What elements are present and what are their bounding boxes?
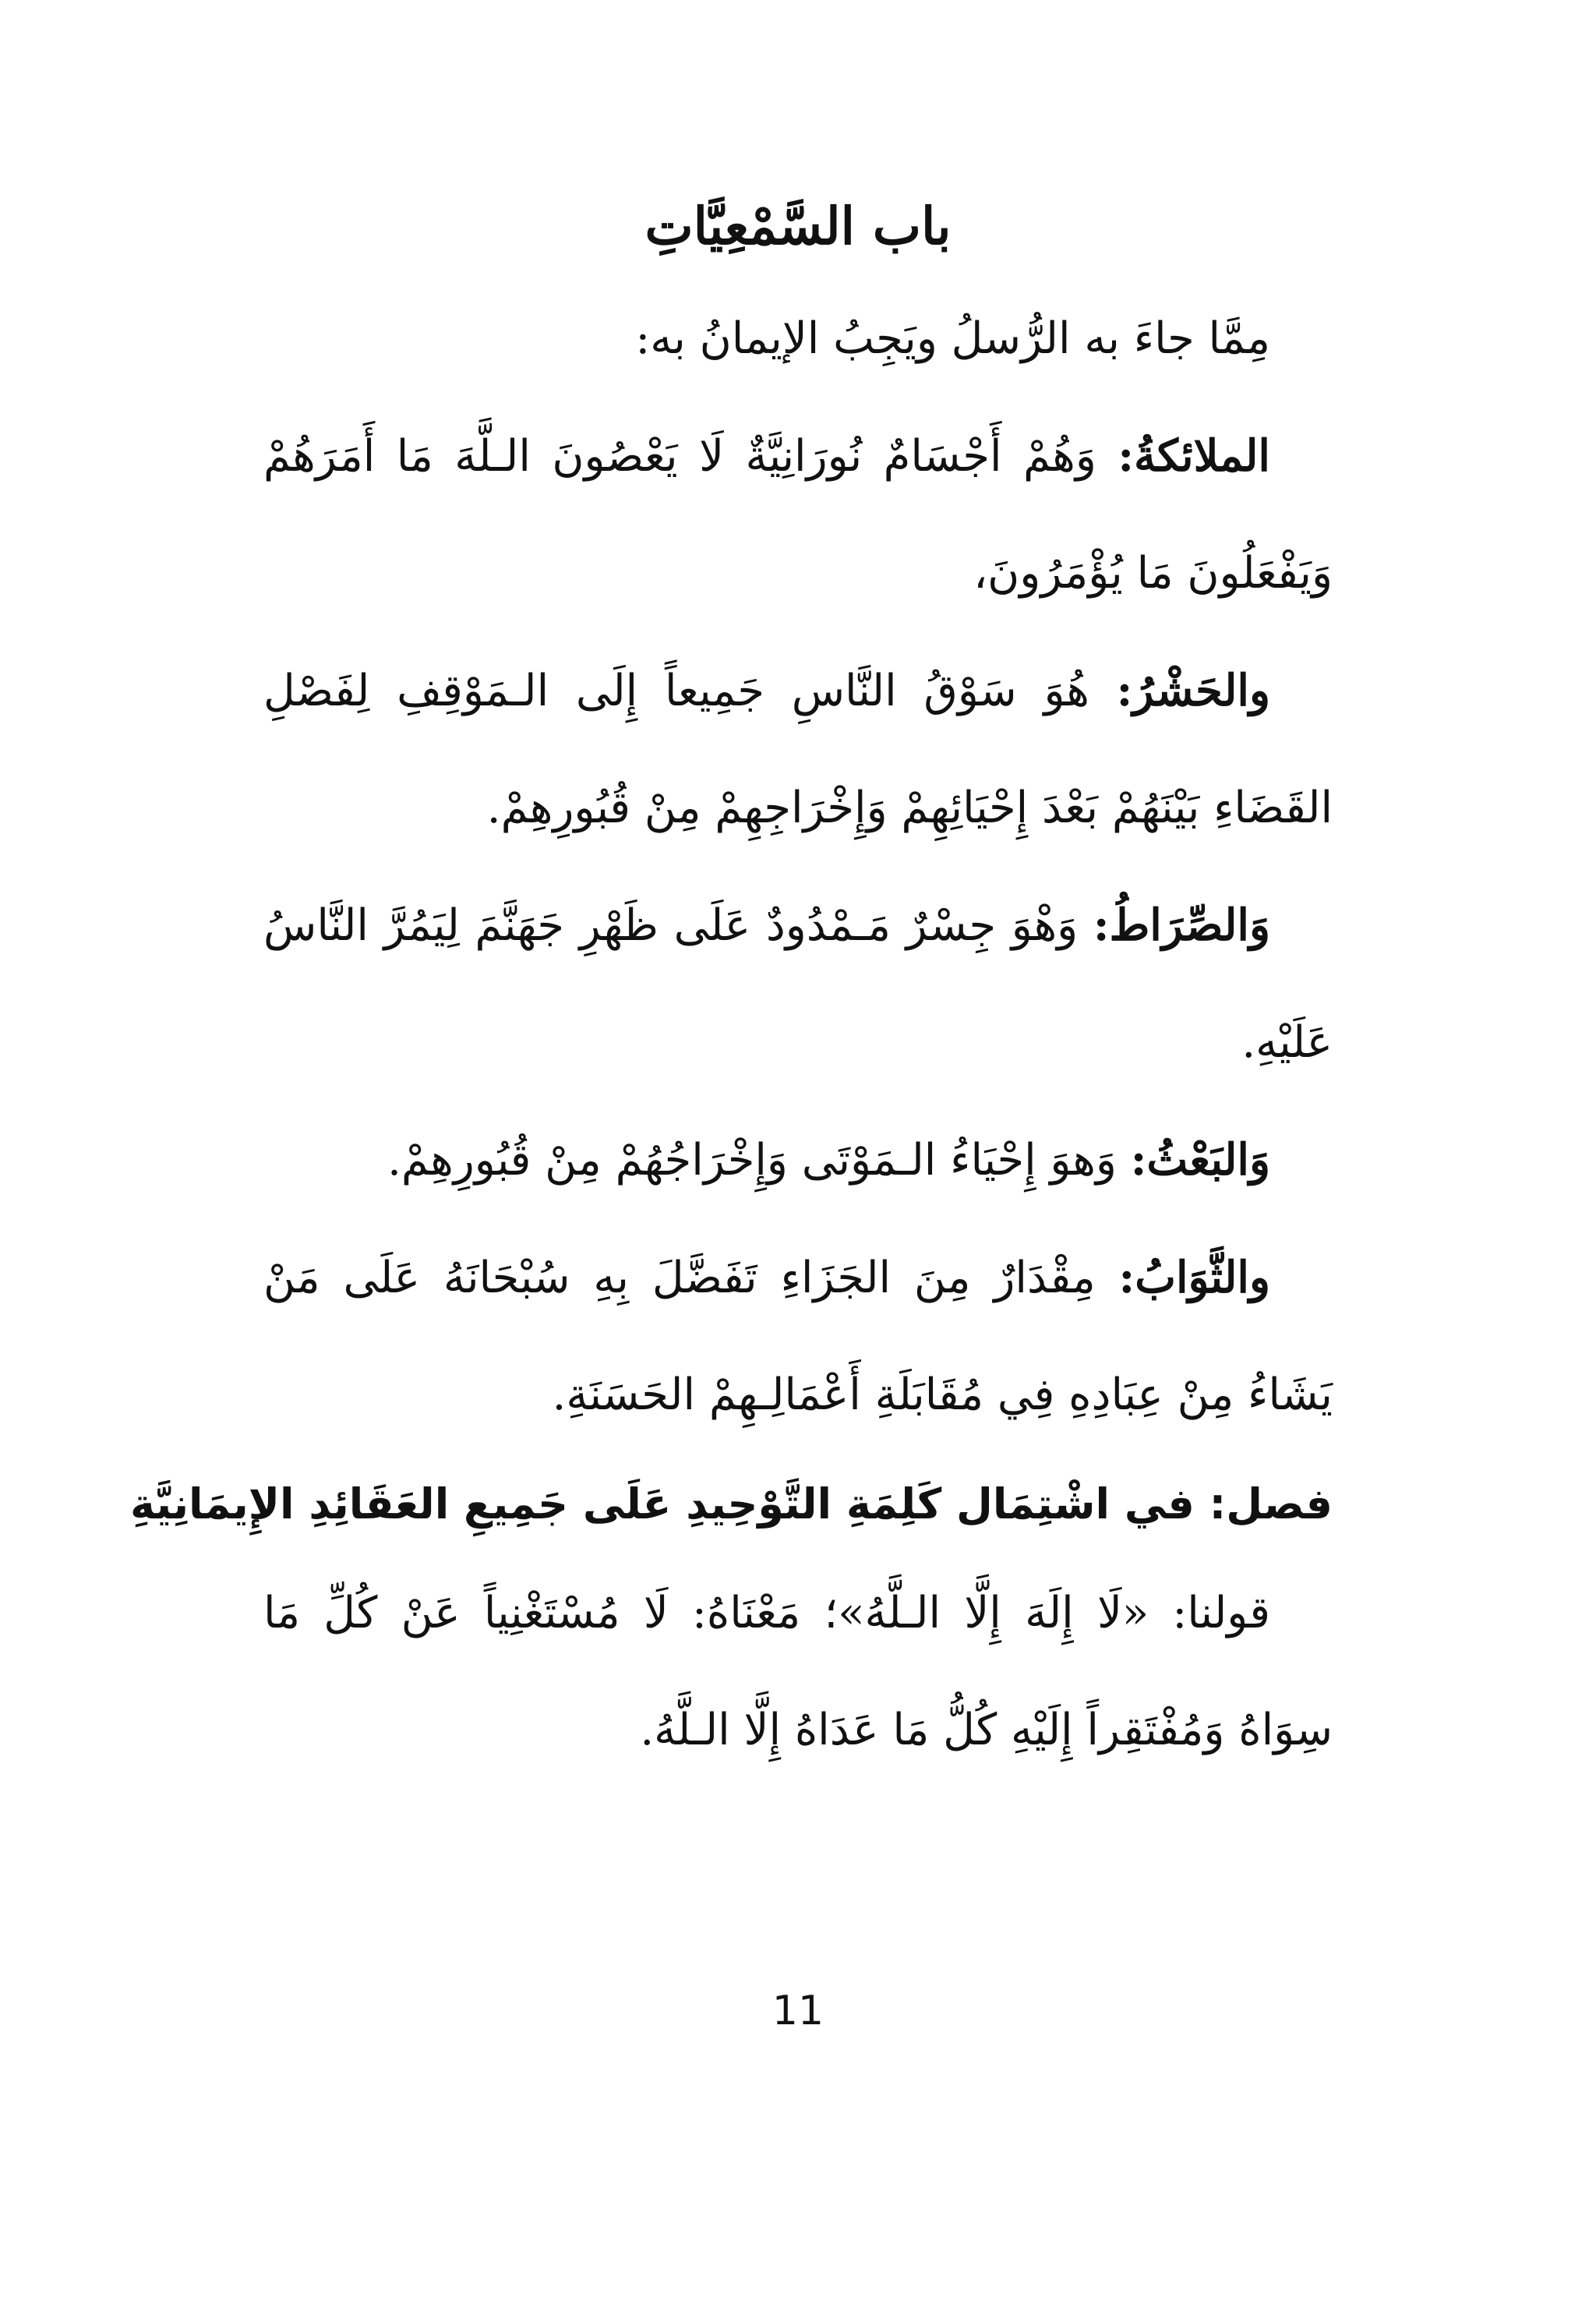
entry-term: وَالصِّرَاطُ: xyxy=(1093,899,1270,951)
page-number: 11 xyxy=(772,1988,824,2034)
entry-term: الملائكةُ: xyxy=(1118,430,1270,482)
section-heading: فصل: في اشْتِمَال كَلِمَةِ التَّوْحِيدِ عَلَى جَمِيعِ العَقَائِدِ الإِيمَانِيَّةِ xyxy=(129,1479,1333,1529)
entry-text: وَهُمْ أَجْسَامٌ نُورَانِيَّةٌ لَا يَعْصُونَ الـلَّهَ مَا أَمَرَهُمْ وَيَفْعَلُونَ مَا يُؤْمَرُونَ، xyxy=(263,431,1333,599)
entry-text: وَهوَ إِحْيَاءُ الـمَوْتَى وَإِخْرَاجُهُمْ مِنْ قُبُورِهِمْ. xyxy=(387,1135,1131,1186)
entry-text: هُوَ سَوْقُ النَّاسِ جَمِيعاً إِلَى الـمَوْقِفِ لِفَصْلِ القَضَاءِ بَيْنَهُمْ بَعْدَ إِحْيَائِهِمْ وَإِخْرَاجِهِمْ مِنْ قُبُورِهِمْ. xyxy=(263,666,1333,833)
page-title: باب السَّمْعِيَّاتِ xyxy=(644,196,952,256)
entry-gathering xyxy=(263,632,1333,867)
page-content xyxy=(129,179,1333,1789)
entry-reward xyxy=(263,1219,1333,1454)
entry-term: والحَشْرُ: xyxy=(1116,665,1270,716)
entry-angels xyxy=(263,398,1333,632)
intro-paragraph: مِمَّا جاءَ به الرُّسلُ ويَجِبُ الإيمانُ به: xyxy=(635,313,1270,364)
entry-bridge xyxy=(263,867,1333,1101)
entry-term: والثَّوَابُ: xyxy=(1118,1252,1270,1303)
entry-term: وَالبَعْثُ: xyxy=(1130,1134,1270,1186)
entry-text: مِقْدَارٌ مِنَ الجَزَاءِ تَفَضَّلَ بِهِ سُبْحَانَهُ عَلَى مَنْ يَشَاءُ مِنْ عِبَادِهِ فِي مُقَابَلَةِ أَعْمَالِـهِمْ الحَسَنَةِ. xyxy=(263,1253,1333,1420)
entry-text: وَهْوَ جِسْرٌ مَـمْدُودٌ عَلَى ظَهْرِ جَهَنَّمَ لِيَمُرَّ النَّاسُ عَلَيْهِ. xyxy=(263,900,1333,1068)
entry-resurrection xyxy=(263,1101,1333,1219)
section-paragraph: قولنا: «لَا إِلَهَ إِلَّا الـلَّهُ»؛ مَعْنَاهُ: لَا مُسْتَغْنِياً عَنْ كُلِّ مَا سِوَاهُ وَمُفْتَقِراً إِلَيْهِ كُلُّ مَا عَدَاهُ إِلَّا الـلَّهُ. xyxy=(263,1588,1333,1755)
